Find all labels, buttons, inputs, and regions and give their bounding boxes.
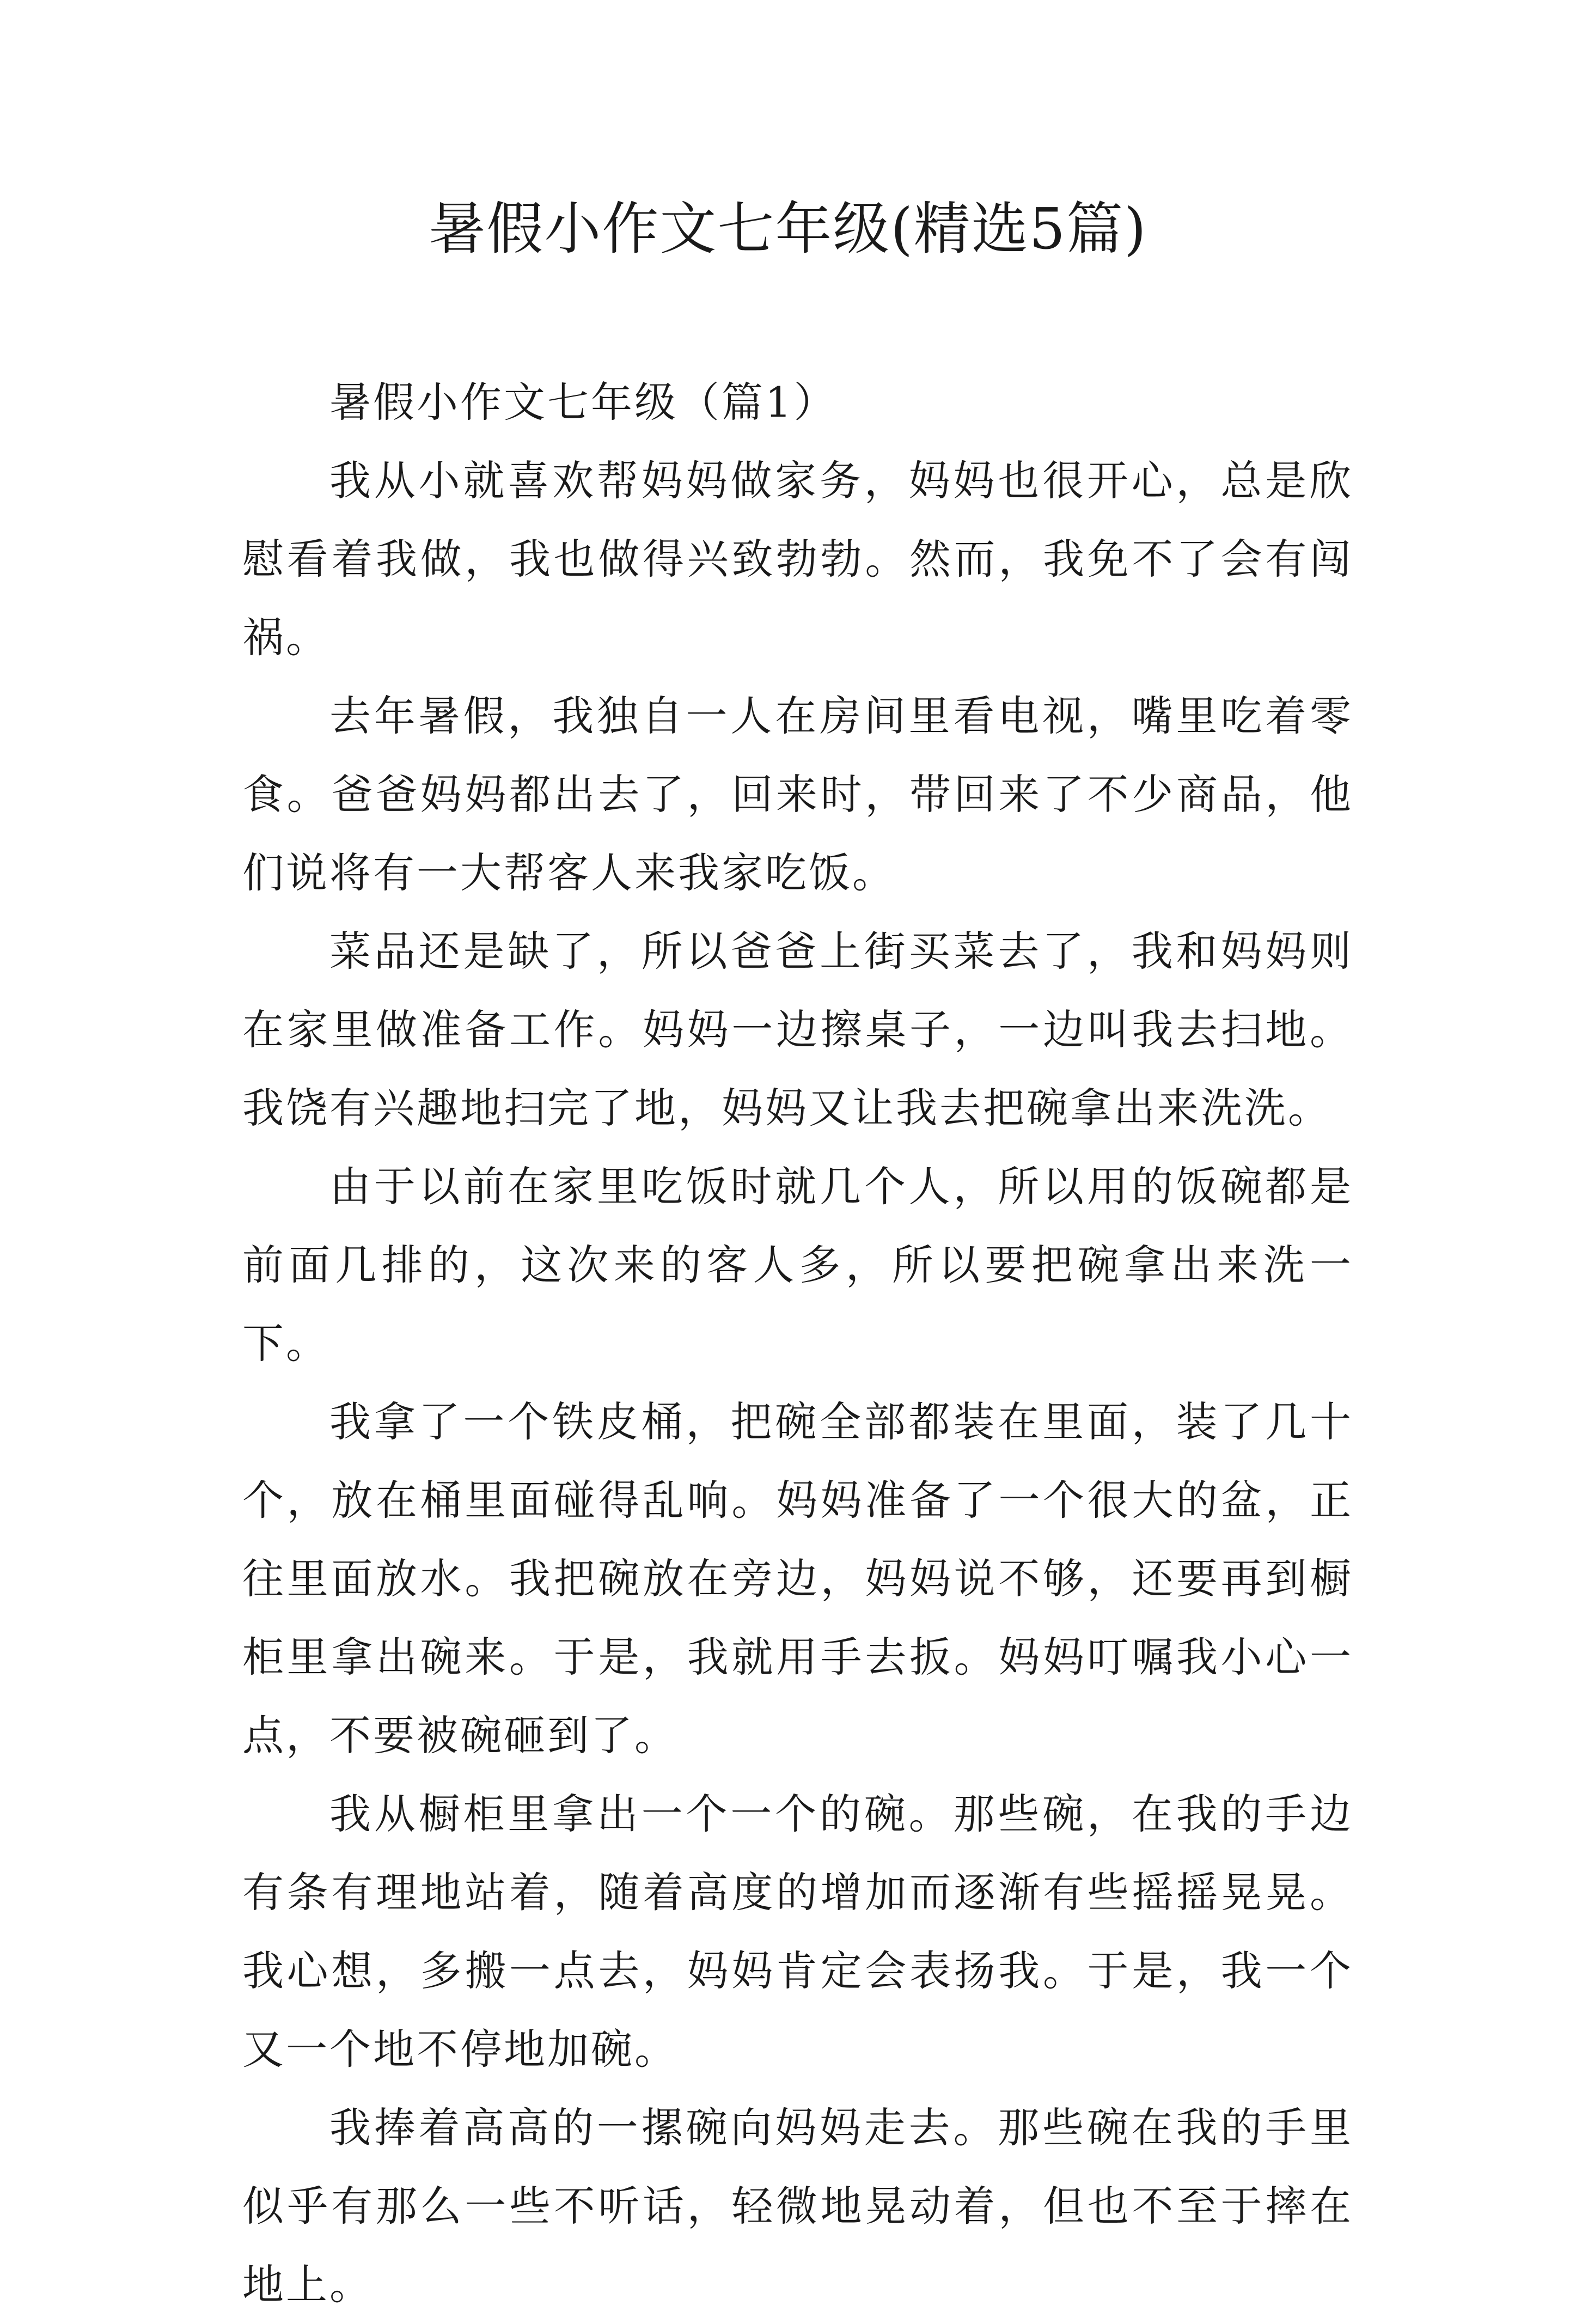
paragraph: 我从橱柜里拿出一个一个的碗。那些碗，在我的手边有条有理地站着，随着高度的增加而逐渐有些摇摇晃晃。我心想，多搬一点去，妈妈肯定会表扬我。于是，我一个又一个地不停地加碗。 <box>242 1790 1353 2073</box>
paragraph: 菜品还是缺了，所以爸爸上街买菜去了，我和妈妈则在家里做准备工作。妈妈一边擦桌子，一边叫我去扫地。我饶有兴趣地扫完了地，妈妈又让我去把碗拿出来洗洗。 <box>242 927 1353 1132</box>
document-body <box>242 363 1353 2324</box>
paragraph: 去年暑假，我独自一人在房间里看电视，嘴里吃着零食。爸爸妈妈都出去了，回来时，带回来了不少商品，他们说将有一大帮客人来我家吃饭。 <box>242 692 1353 897</box>
paragraph: 我捧着高高的一摞碗向妈妈走去。那些碗在我的手里似乎有那么一些不听话，轻微地晃动着，但也不至于摔在地上。 <box>242 2103 1353 2309</box>
paragraph: 由于以前在家里吃饭时就几个人，所以用的饭碗都是前面几排的，这次来的客人多，所以要把碗拿出来洗一下。 <box>242 1162 1353 1368</box>
paragraph: 我拿了一个铁皮桶，把碗全部都装在里面，装了几十个，放在桶里面碰得乱响。妈妈准备了一个很大的盆，正往里面放水。我把碗放在旁边，妈妈说不够，还要再到橱柜里拿出碗来。于是，我就用手去扳。妈妈叮嘱我小心一点，不要被碗砸到了。 <box>242 1398 1353 1760</box>
document-title: 暑假小作文七年级(精选5篇) <box>429 196 1147 262</box>
section-heading: 暑假小作文七年级（篇1） <box>329 378 838 426</box>
paragraph: 我从小就喜欢帮妈妈做家务，妈妈也很开心，总是欣慰看着我做，我也做得兴致勃勃。然而，我免不了会有闯祸。 <box>242 456 1353 662</box>
